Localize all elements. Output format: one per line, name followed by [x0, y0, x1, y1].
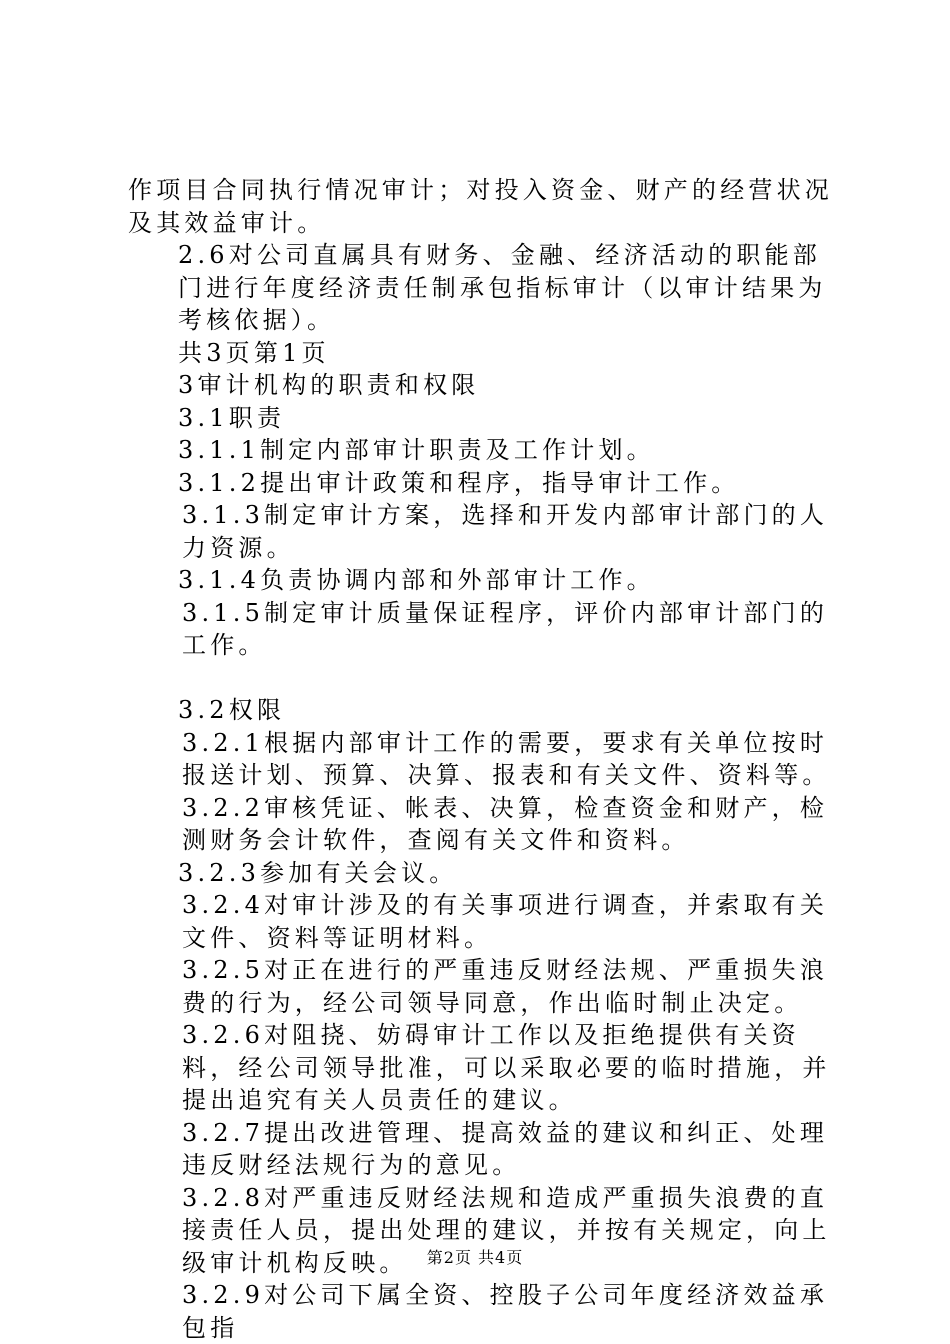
paragraph-3-2-6: 3.2.6对阻挠、妨碍审计工作以及拒绝提供有关资料，经公司领导批准，可以采取必要的临时措施，并提出追究有关人员责任的建议。	[182, 1021, 831, 1114]
page-footer: 第2页 共4页	[426, 1248, 524, 1267]
paragraph-3-2-2: 3.2.2审核凭证、帐表、决算，检查资金和财产，检测财务会计软件，查阅有关文件和资料。	[182, 793, 829, 854]
paragraph-page-note: 共3页第1页	[178, 338, 330, 367]
paragraph-3-1-2: 3.1.2提出审计政策和程序，指导审计工作。	[178, 468, 740, 497]
paragraph-3-1-3: 3.1.3制定审计方案，选择和开发内部审计部门的人力资源。	[182, 501, 829, 562]
paragraph-3-2-7: 3.2.7提出改进管理、提高效益的建议和纠正、处理违反财经法规行为的意见。	[182, 1118, 829, 1179]
paragraph-3-2-1: 3.2.1根据内部审计工作的需要，要求有关单位按时报送计划、预算、决算、报表和有关文件、资料等。	[182, 728, 831, 789]
paragraph-3-2-5: 3.2.5对正在进行的严重违反财经法规、严重损失浪费的行为，经公司领导同意，作出临时制止决定。	[182, 956, 829, 1017]
paragraph-3-1-1: 3.1.1制定内部审计职责及工作计划。	[178, 436, 655, 464]
paragraph-3-1-5: 3.1.5制定审计质量保证程序，评价内部审计部门的工作。	[182, 598, 829, 659]
paragraph-3-2-9: 3.2.9对公司下属全资、控股子公司年度经济效益承包指	[182, 1281, 829, 1342]
paragraph-3-1-4: 3.1.4负责协调内部和外部审计工作。	[178, 566, 655, 594]
paragraph-continuation: 作项目合同执行情况审计；对投入资金、财产的经营状况及其效益审计。	[128, 176, 833, 237]
paragraph-3-2-4: 3.2.4对审计涉及的有关事项进行调查，并索取有关文件、资料等证明材料。	[182, 891, 829, 952]
paragraph-2-6: 2.6对公司直属具有财务、金融、经济活动的职能部门进行年度经济责任制承包指标审计（以审计结果为考核依据）。	[178, 241, 827, 334]
section-heading-3-2: 3.2权限	[178, 696, 286, 724]
blank-line	[128, 662, 848, 695]
paragraph-3-2-3: 3.2.3参加有关会议。	[178, 858, 458, 887]
paragraph-3-2-8: 3.2.8对严重违反财经法规和造成严重损失浪费的直接责任人员，提出处理的建议，并按有关规定，向上级审计机构反映。	[182, 1183, 831, 1277]
document-body	[128, 174, 848, 1344]
section-heading-3: 3审计机构的职责和权限	[178, 371, 480, 399]
section-heading-3-1: 3.1职责	[178, 403, 286, 432]
